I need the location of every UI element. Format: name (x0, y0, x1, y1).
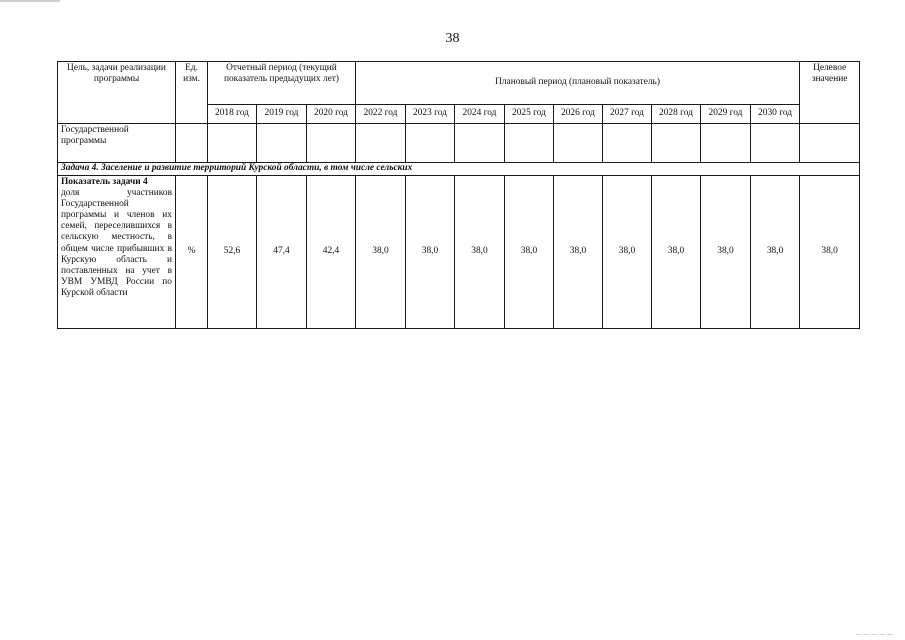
year-header: 2025 год (505, 105, 554, 124)
program-row-label: Государственной программы (58, 124, 176, 163)
planned-value: 38,0 (356, 176, 406, 329)
table-row (58, 176, 860, 329)
planned-value: 38,0 (505, 176, 554, 329)
header-unit: Ед. изм. (176, 62, 208, 124)
table-cell (176, 124, 208, 163)
table-cell (603, 124, 652, 163)
year-header: 2019 год (257, 105, 307, 124)
header-planned-period: Плановый период (плановый показатель) (356, 62, 800, 105)
planned-value: 38,0 (751, 176, 800, 329)
table-cell (652, 124, 701, 163)
year-header: 2020 год (307, 105, 356, 124)
planned-value: 38,0 (603, 176, 652, 329)
reporting-value: 47,4 (257, 176, 307, 329)
planned-value: 38,0 (554, 176, 603, 329)
indicator-description: доля участников Государственной программы и членов их семей, переселившихся в сельскую местность, в общем числе прибывших в Курскую область и поставленных на учет в УВМ УМВД России по Курской области (61, 188, 172, 298)
planned-value: 38,0 (406, 176, 455, 329)
table-cell (505, 124, 554, 163)
indicator-description-cell (58, 176, 176, 329)
year-header: 2022 год (356, 105, 406, 124)
header-target-value: Целевое значение (800, 62, 860, 124)
table-cell (455, 124, 505, 163)
table-cell (307, 124, 356, 163)
year-header: 2023 год (406, 105, 455, 124)
scan-edge (0, 0, 60, 2)
table-cell (800, 124, 860, 163)
reporting-value: 42,4 (307, 176, 356, 329)
indicator-unit: % (176, 176, 208, 329)
table-cell (257, 124, 307, 163)
table-cell (751, 124, 800, 163)
table-cell (701, 124, 751, 163)
header-goal: Цель, задачи реализации программы (58, 62, 176, 124)
table-cell (356, 124, 406, 163)
planned-value: 38,0 (455, 176, 505, 329)
year-header: 2018 год (208, 105, 257, 124)
planned-value: 38,0 (701, 176, 751, 329)
year-header: 2028 год (652, 105, 701, 124)
indicator-title: Показатель задачи 4 (61, 177, 148, 187)
footer-mark: — — — — — (855, 631, 893, 638)
year-header: 2026 год (554, 105, 603, 124)
year-header: 2027 год (603, 105, 652, 124)
table-cell (406, 124, 455, 163)
planned-value: 38,0 (652, 176, 701, 329)
section-title: Задача 4. Заселение и развитие территорий Курской области, в том числе сельских (58, 163, 860, 176)
target-value: 38,0 (800, 176, 860, 329)
table-cell (554, 124, 603, 163)
table-row (58, 163, 860, 176)
year-header: 2030 год (751, 105, 800, 124)
indicators-table (57, 61, 860, 329)
table-row (58, 124, 860, 163)
table-cell (208, 124, 257, 163)
year-header: 2024 год (455, 105, 505, 124)
reporting-value: 52,6 (208, 176, 257, 329)
header-reporting-period: Отчетный период (текущий показатель предыдущих лет) (208, 62, 356, 105)
year-header: 2029 год (701, 105, 751, 124)
page-number: 38 (445, 31, 460, 46)
